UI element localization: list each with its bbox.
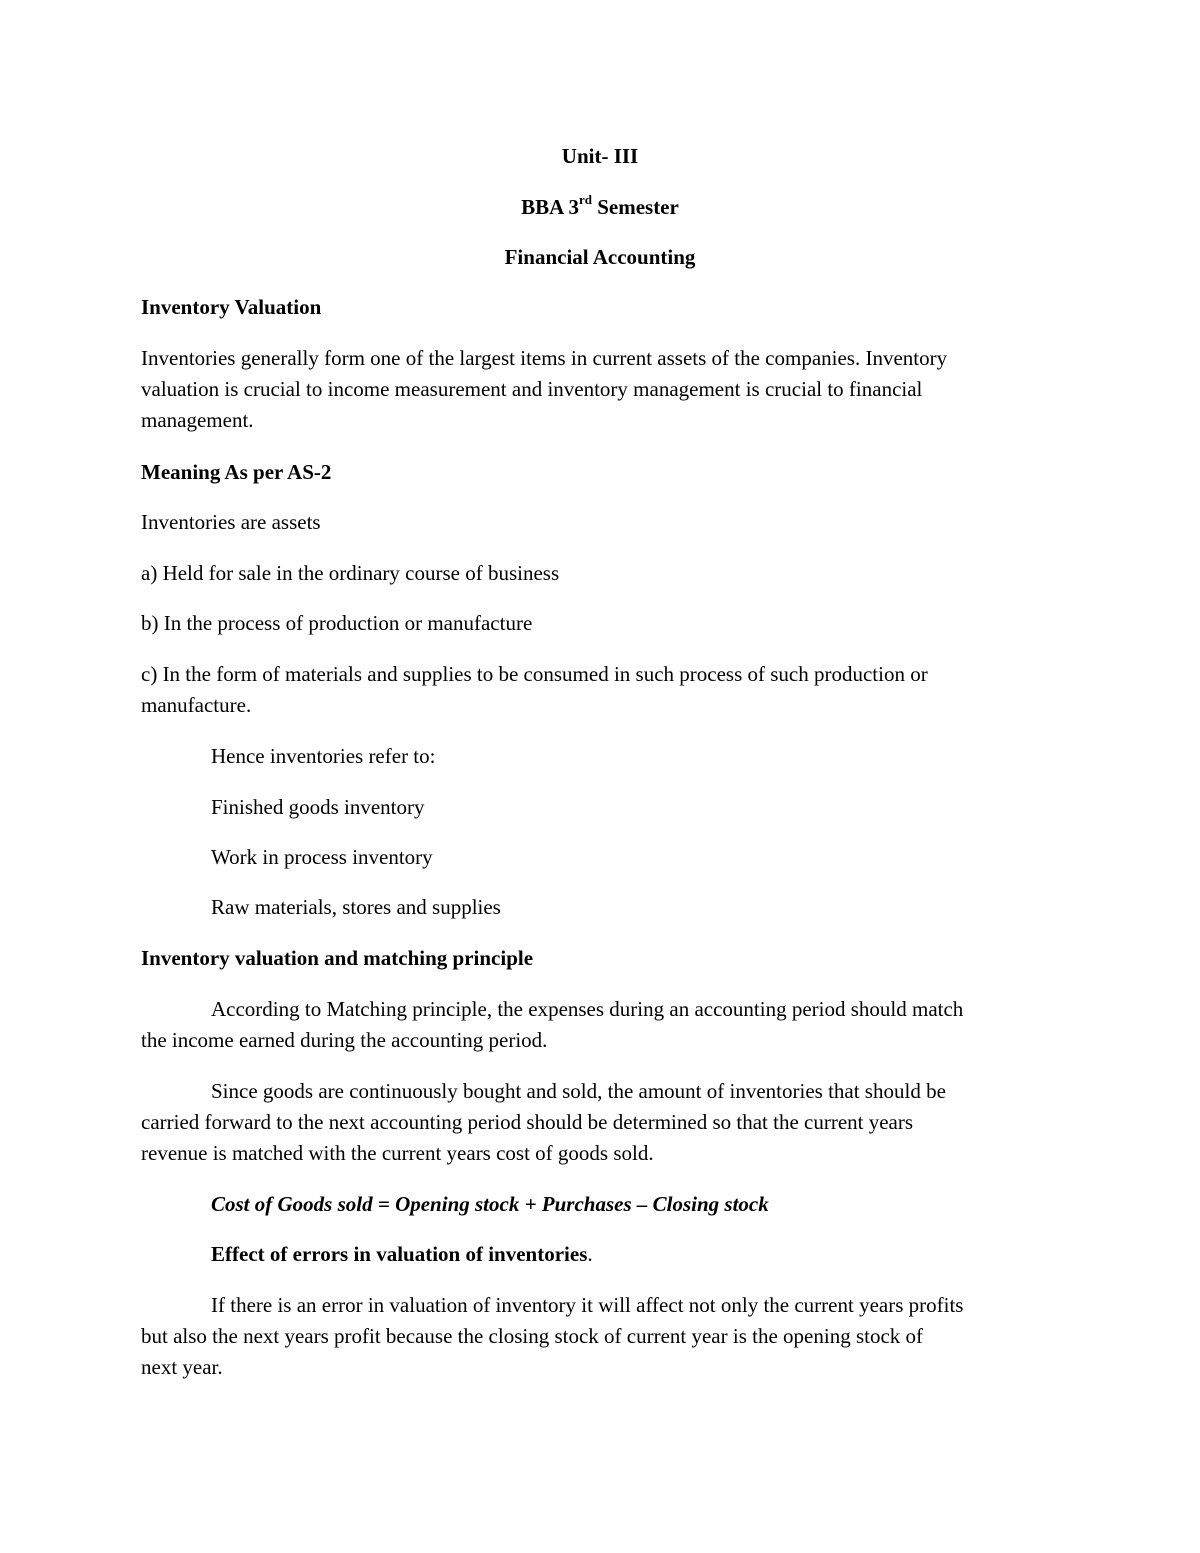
heading-inventory-valuation: Inventory Valuation [141, 295, 322, 319]
unit-title: Unit- III [561, 144, 639, 168]
cogs-formula: Cost of Goods sold = Opening stock + Purchases – Closing stock [211, 1192, 769, 1216]
effect-heading-text: Effect of errors in valuation of inventories [211, 1242, 588, 1266]
meaning-intro: Inventories are assets [141, 510, 321, 534]
course-prefix: BBA 3 [521, 195, 579, 219]
matching-para2-line-1: Since goods are continuously bought and sold, the amount of inventories that should be [211, 1079, 946, 1103]
course-title [0, 192, 1200, 223]
matching-para1-line-1: According to Matching principle, the expenses during an accounting period should match [211, 997, 964, 1021]
errors-para-line-3: next year. [141, 1355, 223, 1379]
hence-text: Hence inventories refer to: [211, 744, 436, 768]
refer-item-1: Finished goods inventory [211, 795, 425, 819]
effect-heading-period: . [587, 1242, 593, 1266]
course-suffix: Semester [591, 195, 679, 219]
inventory-valuation-line-3: management. [141, 408, 254, 432]
refer-item-2: Work in process inventory [211, 845, 433, 869]
meaning-item-c-line-2: manufacture. [141, 693, 252, 717]
meaning-item-b: b) In the process of production or manufacture [141, 611, 533, 635]
meaning-item-c-line-1: c) In the form of materials and supplies to be consumed in such process of such production or [141, 662, 928, 686]
refer-item-3: Raw materials, stores and supplies [211, 895, 501, 919]
course-superscript: rd [578, 192, 592, 207]
heading-meaning: Meaning As per AS-2 [141, 460, 332, 484]
inventory-valuation-line-1: Inventories generally form one of the largest items in current assets of the companies. Inventory [141, 346, 948, 370]
heading-matching-principle: Inventory valuation and matching principle [141, 946, 534, 970]
subject-title: Financial Accounting [504, 245, 696, 269]
matching-para1-line-2: the income earned during the accounting period. [141, 1028, 548, 1052]
heading-effect-of-errors [211, 1239, 593, 1270]
inventory-valuation-line-2: valuation is crucial to income measurement and inventory management is crucial to financial [141, 377, 923, 401]
meaning-item-a: a) Held for sale in the ordinary course of business [141, 561, 560, 585]
errors-para-line-2: but also the next years profit because the closing stock of current year is the opening stock of [141, 1324, 924, 1348]
errors-para-line-1: If there is an error in valuation of inventory it will affect not only the current years profits [211, 1293, 964, 1317]
matching-para2-line-2: carried forward to the next accounting period should be determined so that the current years [141, 1110, 914, 1134]
matching-para2-line-3: revenue is matched with the current years cost of goods sold. [141, 1141, 654, 1165]
